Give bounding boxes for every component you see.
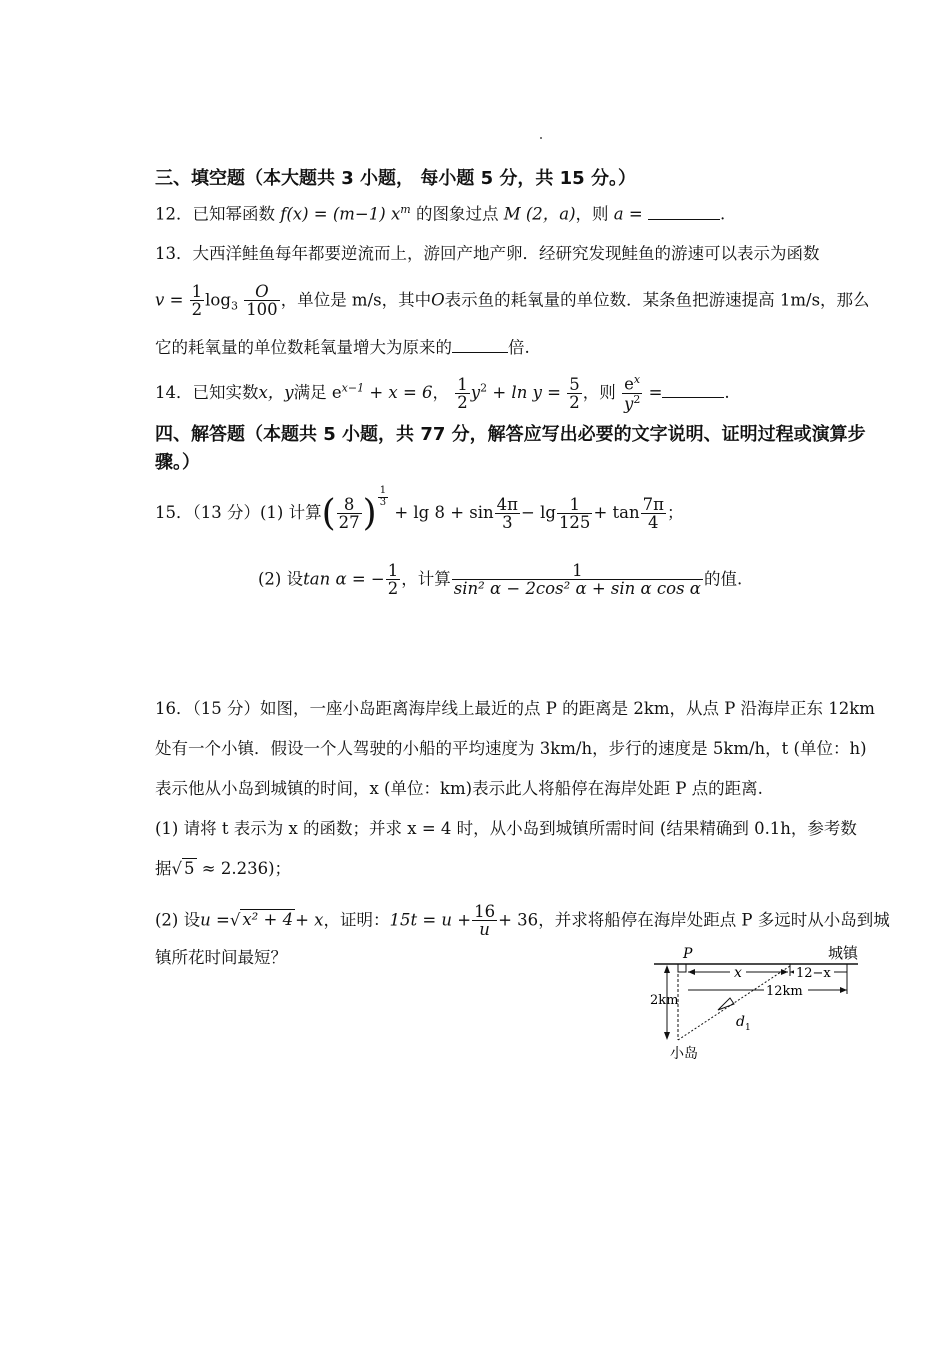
q15-f1-den: 27: [338, 513, 360, 533]
q15-t4: ；: [666, 503, 684, 523]
q15-f1-num: 8: [337, 496, 362, 514]
q12-answer-var: a =: [613, 204, 643, 224]
2km-arrow-down: [664, 1032, 670, 1040]
q14-eq1-rest: + x = 6: [369, 382, 433, 402]
q14-ratio-den-exp: 2: [633, 392, 641, 406]
q13-line3-a: 它的耗氧量的单位数耗氧量增大为原来的: [155, 338, 452, 357]
q15-f2-num: 4π: [496, 494, 519, 514]
q16-p2-sqrt: x² + 4: [242, 910, 294, 930]
question-16-line3: 表示他从小岛到城镇的时间，x (单位：km)表示此人将船停在海岸处距 P 点的距离.: [155, 779, 763, 798]
q12-number: 12．: [155, 204, 193, 224]
q16-p1-sqrt: 5: [184, 859, 195, 878]
q14-half-fraction: [455, 376, 470, 412]
question-12: [155, 203, 725, 224]
q13-o-var: O: [431, 290, 445, 310]
q16-p2-fraction: [472, 903, 497, 939]
q14-vars: x，y: [258, 382, 294, 402]
q16-p2-d: + 36: [498, 910, 539, 930]
section-3-title: 三、填空题（本大题共 3 小题， 每小题 5 分，共 15 分。）: [155, 168, 636, 189]
q15-t3: + tan: [593, 503, 640, 523]
q16-p2-c: ，证明：: [323, 910, 390, 930]
q14-answer-blank[interactable]: [662, 396, 724, 398]
question-13-line1: 13．大西洋鲑鱼每年都要逆流而上，游回产地产卵．经研究发现鲑鱼的游速可以表示为函数: [155, 244, 820, 263]
question-15-part2: [258, 562, 742, 598]
q14-eq1-base: e: [331, 382, 342, 402]
q12-text2: 的图象过点: [415, 204, 499, 224]
q14-half-num: 1: [457, 374, 468, 394]
q15-f1-fraction: [337, 496, 362, 532]
q15-p2-half-fraction: [386, 562, 401, 598]
q16-p2-u: u =: [200, 910, 230, 930]
q13-o-num: O: [244, 283, 280, 301]
q12-end: .: [719, 204, 726, 224]
q14-ratio-den-wrap: [622, 394, 642, 413]
q13-answer-blank[interactable]: [452, 351, 508, 353]
q14-eq2-rest: + ln y =: [492, 382, 561, 402]
q14-five-fraction: [567, 376, 582, 412]
q14-ratio-num: e: [624, 374, 634, 394]
question-15-part1: [155, 485, 684, 535]
q14-ratio-num-exp: x: [633, 373, 641, 386]
q13-half-num: 1: [191, 282, 203, 301]
q16-p2-a: (2) 设: [155, 910, 201, 930]
label-town: 城镇: [828, 944, 859, 962]
q16-p1-line2-b: ≈ 2.236)；: [201, 859, 292, 878]
q15-right-paren: ): [362, 493, 377, 534]
q14-eq2-sq: 2: [480, 381, 488, 395]
label-12km: 12km: [766, 984, 803, 999]
x-arrow-right: [781, 969, 788, 975]
question-13-line3: [155, 338, 530, 358]
q16-p2-f-den: u: [479, 920, 490, 940]
q14-text2: 满足: [293, 382, 327, 402]
q15-f3-num: 1: [557, 496, 593, 514]
q15-p2-half-den: 2: [387, 579, 399, 599]
q12-answer-blank[interactable]: [648, 218, 720, 220]
label-x: x: [734, 965, 742, 981]
q14-ratio-den: y: [623, 394, 634, 414]
q14-five-num: 5: [569, 374, 580, 394]
12km-arrow-right: [840, 987, 847, 993]
q15-p2-den: sin² α − 2cos² α + sin α cos α: [453, 579, 701, 599]
x-arrow-left: [688, 969, 695, 975]
label-d1-sub: 1: [745, 1023, 751, 1033]
question-14: [155, 374, 730, 413]
q15-p2-head: (2) 设: [258, 569, 304, 589]
q16-p2-eq: 15t = u +: [389, 910, 472, 930]
question-16-part2-line1: (2) 设u =√ x² + 4 + x，证明：15t = u + $\frac{16}{u}$ + 36，并求将船停在海岸处距点 P 多远时从小岛到城: [155, 902, 890, 940]
q15-f4-fraction: [641, 496, 666, 532]
q14-ratio-fraction: [622, 374, 642, 413]
q13-o-den: 100: [246, 300, 278, 320]
q15-f3-den: 125: [558, 513, 591, 533]
section-4-title-line1: 四、解答题（本题共 5 小题，共 77 分，解答应写出必要的文字说明、证明过程或演算步: [155, 424, 866, 445]
question-16-line1: 16．（15 分）如图，一座小岛距离海岸线上最近的点 P 的距离是 2km，从点 P 沿海岸正东 12km: [155, 699, 875, 718]
q12-point: M (2，a): [503, 204, 576, 224]
q14-eq2-mid: y: [470, 382, 481, 402]
q15-p2-num: 1: [452, 562, 703, 580]
label-p: P: [683, 946, 693, 962]
q14-number: 14．: [155, 382, 193, 402]
q14-eq: =: [648, 382, 663, 402]
q15-f4-den: 4: [648, 513, 659, 533]
label-12-x: 12−x: [796, 966, 831, 981]
q15-f2-den: 3: [502, 513, 513, 533]
q14-half-den: 2: [457, 392, 468, 412]
section-4-title-line2: 骤。）: [155, 452, 200, 473]
label-island: 小岛: [670, 1046, 698, 1062]
q15-p2-tan: tan α = −: [303, 569, 385, 589]
q12-func: f(x) = (m−1) x: [280, 204, 401, 224]
q13-line3-b: 倍.: [508, 338, 530, 357]
q15-p2-half-num: 1: [387, 561, 399, 580]
q15-p2-calc: ，计算: [401, 569, 451, 589]
q13-text-after: ，单位是 m/s，其中: [280, 290, 432, 310]
q15-head: 15．（13 分）(1) 计算: [155, 503, 322, 523]
q16-p2-f-num: 16: [474, 902, 496, 921]
q12-text: 已知幂函数: [192, 204, 275, 224]
q15-p2-end: 的值.: [703, 569, 743, 589]
q14-text: 已知实数: [192, 382, 259, 402]
q12-exp: m: [400, 203, 411, 216]
q14-text3: ，则: [582, 382, 616, 402]
question-16-part1-line1: (1) 请将 t 表示为 x 的函数；并求 x = 4 时，从小岛到城镇所需时间 (结果精确到 0.1h，参考数: [155, 819, 857, 838]
2km-arrow-up: [664, 965, 670, 973]
q13-half-fraction: [190, 283, 205, 319]
q12-text3: ，则: [575, 204, 609, 224]
q15-pow-num: 1: [379, 485, 387, 496]
q15-left-paren: (: [321, 493, 336, 534]
q14-five-den: 2: [569, 392, 580, 412]
q13-o-fraction: [244, 283, 280, 319]
q16-p2-e: ，并求将船停在海岸处距点 P 多远时从小岛到城: [538, 910, 890, 930]
q13-text-after2: 表示鱼的耗氧量的单位数．某条鱼把游速提高 1m/s，那么: [444, 290, 870, 310]
q13-half-den: 2: [191, 300, 203, 320]
q15-power-fraction: [378, 486, 388, 508]
q15-pow-den: 3: [379, 496, 387, 508]
label-2km: 2km: [650, 993, 679, 1008]
q16-p1-line2-a: 据: [155, 859, 172, 878]
q14-ratio-num-wrap: [622, 374, 642, 394]
scan-speck: [540, 137, 542, 139]
island-diagram: [640, 940, 870, 1065]
q15-f4-num: 7π: [642, 494, 664, 514]
question-16-part1-line2: 据√ 5 ≈ 2.236)；: [155, 859, 292, 878]
q15-f3-fraction: [557, 496, 593, 532]
q13-log-base: 3: [230, 299, 238, 313]
q14-comma: ，: [432, 382, 450, 402]
question-16-line2: 处有一个小镇．假设一个人驾驶的小船的平均速度为 3km/h，步行的速度是 5km/h，t (单位：h): [155, 739, 867, 758]
right-angle-marker: [678, 964, 686, 972]
q16-p2-b: + x: [295, 910, 324, 930]
q13-v: v =: [155, 290, 184, 310]
q14-eq1-exp: x−1: [341, 381, 365, 395]
q14-end: .: [724, 382, 730, 402]
q13-log: log: [205, 290, 231, 310]
question-16-part2-line2: 镇所花时间最短？: [155, 948, 287, 967]
q15-t2: − lg: [521, 503, 556, 523]
question-13-line2: [155, 283, 870, 319]
label-d1: d: [736, 1014, 745, 1030]
q15-t1: + lg 8 + sin: [394, 503, 494, 523]
q15-p2-main-fraction: [452, 562, 703, 598]
q15-f2-fraction: [495, 496, 520, 532]
